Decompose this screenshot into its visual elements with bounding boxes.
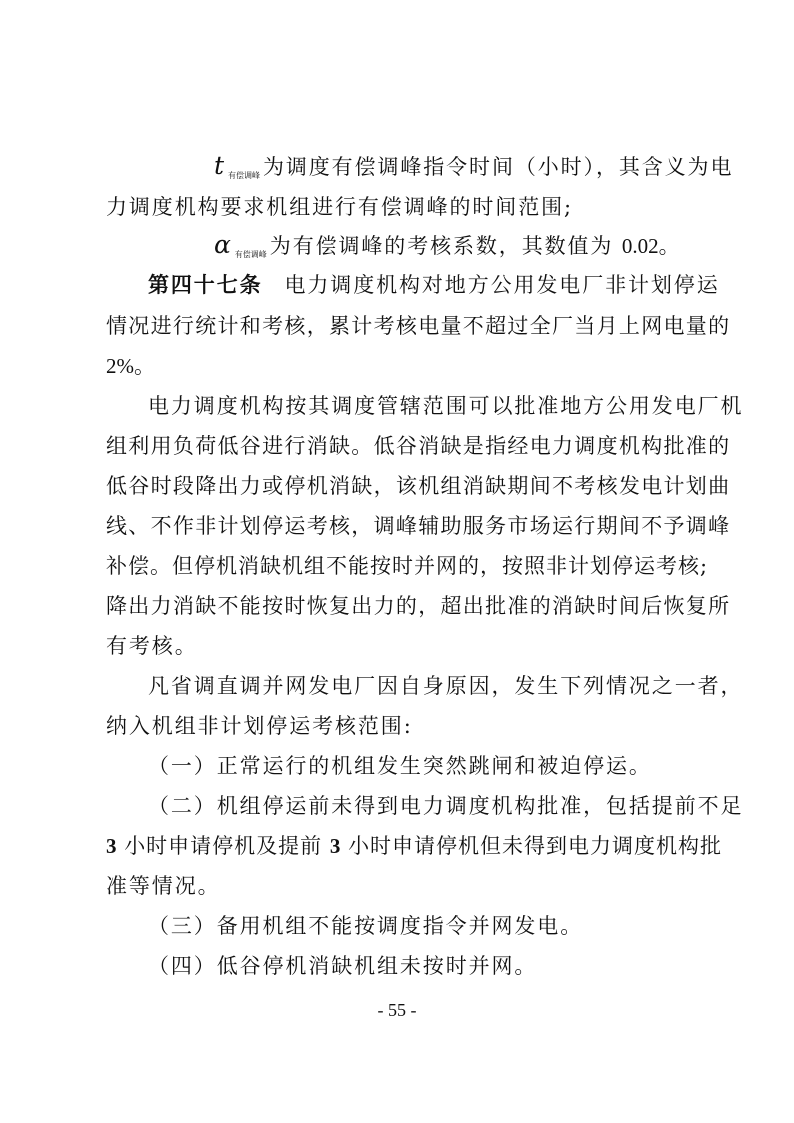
variable-subscript: 有偿调峰 bbox=[234, 250, 267, 259]
text-line: 准等情况。 bbox=[106, 874, 221, 898]
text-line: 情况进行统计和考核，累计考核电量不超过全厂当月上网电量的 bbox=[106, 314, 731, 338]
text-line: α $_{有偿调峰}$ 为有偿调峰的考核系数，其数值为 0.02。 bbox=[214, 230, 680, 259]
text-line: 电力调度机构按其调度管辖范围可以批准地方公用发电厂机 bbox=[148, 394, 744, 418]
text-line: 降出力消缺不能按时恢复出力的，超出批准的消缺时间后恢复所 bbox=[106, 594, 731, 618]
article-heading-line: 第四十七条 电力调度机构对地方公用发电厂非计划停运 bbox=[148, 272, 720, 297]
article-number: 第四十七条 bbox=[148, 272, 263, 297]
text-line: 纳入机组非计划停运考核范围: bbox=[106, 714, 413, 738]
list-item: （四）低谷停机消缺机组未按时并网。 bbox=[148, 954, 538, 978]
text-line: 3 小时申请停机及提前 3 小时申请停机但未得到电力调度机构批 bbox=[106, 834, 723, 858]
variable-subscript: 有偿调峰 bbox=[227, 171, 260, 180]
text-line: 线、不作非计划停运考核，调峰辅助服务市场运行期间不予调峰 bbox=[106, 514, 731, 538]
text-line: 力调度机构要求机组进行有偿调峰的时间范围; bbox=[106, 195, 573, 219]
text-line: 补偿。但停机消缺机组不能按时并网的，按照非计划停运考核; bbox=[106, 554, 709, 578]
list-item: （三）备用机组不能按调度指令并网发电。 bbox=[148, 914, 584, 938]
text-line: 组利用负荷低谷进行消缺。低谷消缺是指经电力调度机构批准的 bbox=[106, 434, 731, 458]
text-line: 有考核。 bbox=[106, 634, 198, 658]
text-line: 凡省调直调并网发电厂因自身原因，发生下列情况之一者， bbox=[148, 674, 744, 698]
page-number: - 55 - bbox=[377, 1000, 417, 1020]
text-line: 低谷时段降出力或停机消缺，该机组消缺期间不考核发电计划曲 bbox=[106, 474, 731, 498]
variable-alpha: α bbox=[214, 230, 233, 259]
text-line: 2%。 bbox=[106, 354, 155, 378]
variable-t: t bbox=[214, 151, 226, 180]
list-item: （一）正常运行的机组发生突然跳闸和被迫停运。 bbox=[148, 754, 652, 778]
text-line: t $_{有偿调峰}$ 为调度有偿调峰指令时间（小时），其含义为电 bbox=[214, 151, 734, 180]
list-item: （二）机组停运前未得到电力调度机构批准，包括提前不足 bbox=[148, 794, 744, 818]
